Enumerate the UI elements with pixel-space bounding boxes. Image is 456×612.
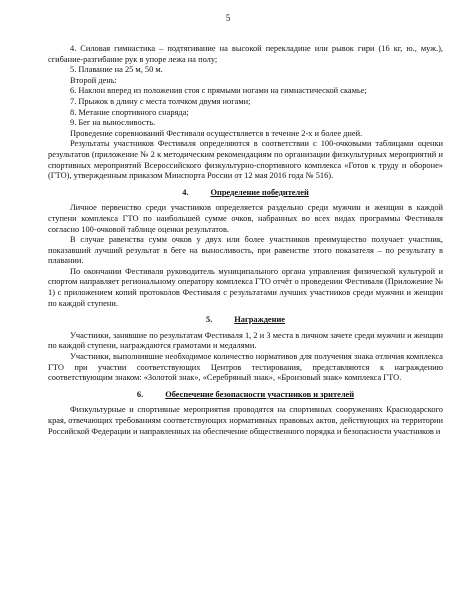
section-title: Определение победителей [210,187,309,197]
section-heading-safety [48,390,443,401]
paragraph: 7. Прыжок в длину с места толчком двумя ногами; [70,96,251,106]
paragraph: Проведение соревнований Фестиваля осуществляется в течение 2-х и более дней. [70,128,363,138]
paragraph: Второй день: [70,75,117,85]
paragraph: Физкультурные и спортивные мероприятия проводятся на спортивных сооружениях Краснодарского края, отвечающих требованиям соответствующих нормативных правовых актов, действующих на территории Российской Федерации и направленных на обеспечение общественного порядка и безопасности участников и [48,405,443,436]
section-number: 6. [136,389,144,399]
document-body [48,44,443,437]
section-heading-results [48,188,443,199]
paragraph: 4. Силовая гимнастика – подтягивание на высокой перекладине или рывок гири (16 кг, ю., муж.), сгибание-разгибание рук в упоре лежа на полу; [48,44,443,64]
paragraph: 5. Плавание на 25 м, 50 м. [70,65,163,75]
paragraph: Личное первенство среди участников определяется раздельно среди мужчин и женщин в каждой ступени комплекса ГТО по наибольшей сумме очков, набранных во всех видах программы Фестиваля согласно 100-очковой таблице оценки результатов. [48,203,443,234]
paragraph: По окончании Фестиваля руководитель муниципального органа управления физической культурой и спортом направляет региональному оператору комплекса ГТО отчёт о проведении Фестиваля (Приложение № 1) с приложением копий протоколов Фестиваля с результатами лучших участников среди мужчин и женщин по каждой ступени. [48,266,443,308]
paragraph: 8. Метание спортивного снаряда; [70,107,189,117]
paragraph: 9. Бег на выносливость. [70,118,156,128]
paragraph: Участники, занявшие по результатам Фестиваля 1, 2 и 3 места в личном зачете среди мужчин и женщин по каждой ступени, награждаются грамотами и медалями. [48,330,443,351]
paragraph: В случае равенства сумм очков у двух или более участников преимущество получает участник, показавший лучший результат в беге на выносливость, при равенстве этого показателя – по результату в плавании. [48,235,443,266]
paragraph: Результаты участников Фестиваля определяются в соответствии с 100-очковыми таблицами оценки результатов (приложение № 2 к методическим рекомендациям по организации физкультурных мероприятий и спортивных мероприятий Всероссийского физкультурно-спортивного комплекса «Готов к труду и обороне» (ГТО), утвержденным приказом Минспорта России от 12 мая 2016 года № 516). [48,139,443,181]
section-number: 4. [182,187,189,197]
section-title: Награждение [234,315,286,325]
section-number: 5. [205,315,213,325]
paragraph: 6. Наклон вперед из положения стоя с прямыми ногами на гимнастической скамье; [70,86,367,96]
paragraph: Участники, выполнившие необходимое количество нормативов для получения знака отличия комплекса ГТО при участии соответствующих Центров тестирования, представляются к награждению соответствующим знаком: «Золотой знак», «Серебряный знак», «Бронзовый знак» комплекса ГТО. [48,352,443,383]
section-heading-awards [48,315,443,326]
section-title: Обеспечение безопасности участников и зрителей [165,389,355,399]
page-number: 5 [225,13,231,23]
